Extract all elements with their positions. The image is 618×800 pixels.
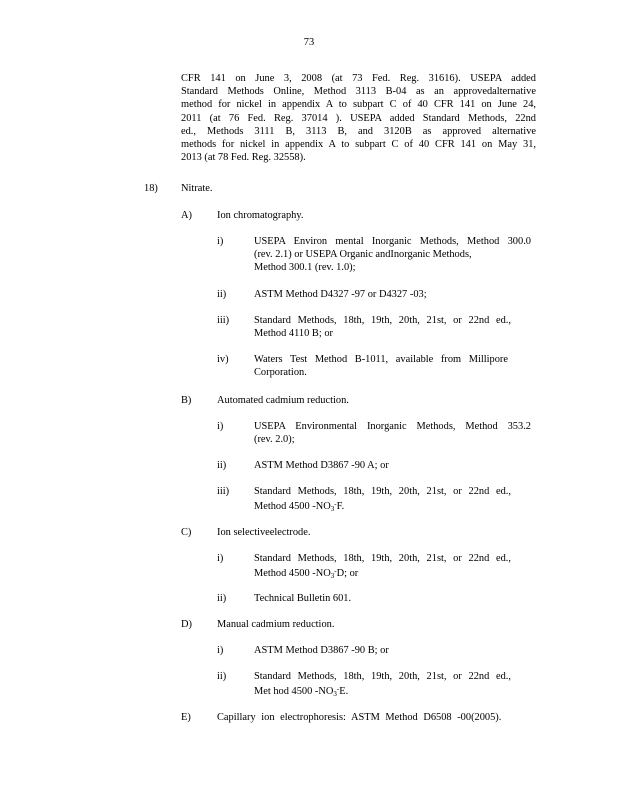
section-title: Ion selectiveelectrode. [217,527,311,538]
section-label: D) [181,619,192,630]
section-title: Automated cadmium reduction. [217,395,349,406]
section-title: Manual cadmium reduction. [217,619,335,630]
subitem-number: i) [217,236,224,247]
intro-line: method for nickel in appendix A to subpart C of 40 CFR 141 on June 24, [181,99,536,111]
intro-line: 2013 (at 78 Fed. Reg. 32558). [181,152,306,164]
section-title: Ion chromatography. [217,210,304,221]
subitem-text: USEPA Environ mental Inorganic Methods, Method 300.0 (rev. 2.1) or USEPA Organic andInorganic Methods, Method 300.1 (rev. 1.0); [254,236,531,274]
subitem-text: Waters Test Method B-1011, available from Millipore Corporation. [254,354,508,379]
intro-line: 2011 (at 76 Fed. Reg. 37014 ). USEPA added Standard Methods, 22nd [181,112,536,124]
subitem-number: i) [217,421,224,432]
intro-paragraph [181,72,536,164]
subitem-text: Standard Methods, 18th, 19th, 20th, 21st, or 22nd ed., Met hod 4500 $-NO_3^-E$. [254,671,511,699]
intro-line: methods for nickel in appendix A to subpart C of 40 CFR 141 on May 31, [181,139,536,151]
section-label: B) [181,395,192,406]
item-number: 18) [144,183,158,194]
item-title: Nitrate. [181,183,213,194]
intro-line: CFR 141 on June 3, 2008 (at 73 Fed. Reg. 31616). USEPA added [181,73,536,84]
subitem-text: Standard Methods, 18th, 19th, 20th, 21st, or 22nd ed., Method 4500 $-NO_3^-D$; or [254,553,511,581]
subitem-number: i) [217,553,224,564]
subitem-text: Standard Methods, 18th, 19th, 20th, 21st, or 22nd ed., Method 4110 B; or [254,315,511,340]
subitem-number: ii) [217,593,227,604]
subitem-text: USEPA Environmental Inorganic Methods, Method 353.2 (rev. 2.0); [254,421,531,446]
subitem-text: ASTM Method D4327 -97 or D4327 -03; [254,289,427,300]
subitem-number: ii) [217,460,227,471]
subitem-text: ASTM Method D3867 -90 B; or [254,645,389,656]
intro-line: Standard Methods Online, Method 3113 B-04 as an approvedalternative [181,86,536,98]
section-label: E) [181,712,191,723]
intro-line: ed., Methods 3111 B, 3113 B, and 3120B as approved alternative [181,125,536,137]
subitem-number: i) [217,645,224,656]
subitem-number: iv) [217,354,229,365]
page-number: 73 [303,37,315,48]
subitem-number: ii) [217,671,227,682]
subitem-number: iii) [217,315,230,326]
section-title: Capillary ion electrophoresis: ASTM Method D6508 -00(2005). [217,712,502,723]
subitem-text: ASTM Method D3867 -90 A; or [254,460,389,471]
section-label: C) [181,527,192,538]
subitem-text: Standard Methods, 18th, 19th, 20th, 21st, or 22nd ed., Method 4500 $-NO_3^-F$. [254,486,511,514]
section-label: A) [181,210,192,221]
subitem-number: ii) [217,289,227,300]
subitem-text: Technical Bulletin 601. [254,593,352,604]
subitem-number: iii) [217,486,230,497]
